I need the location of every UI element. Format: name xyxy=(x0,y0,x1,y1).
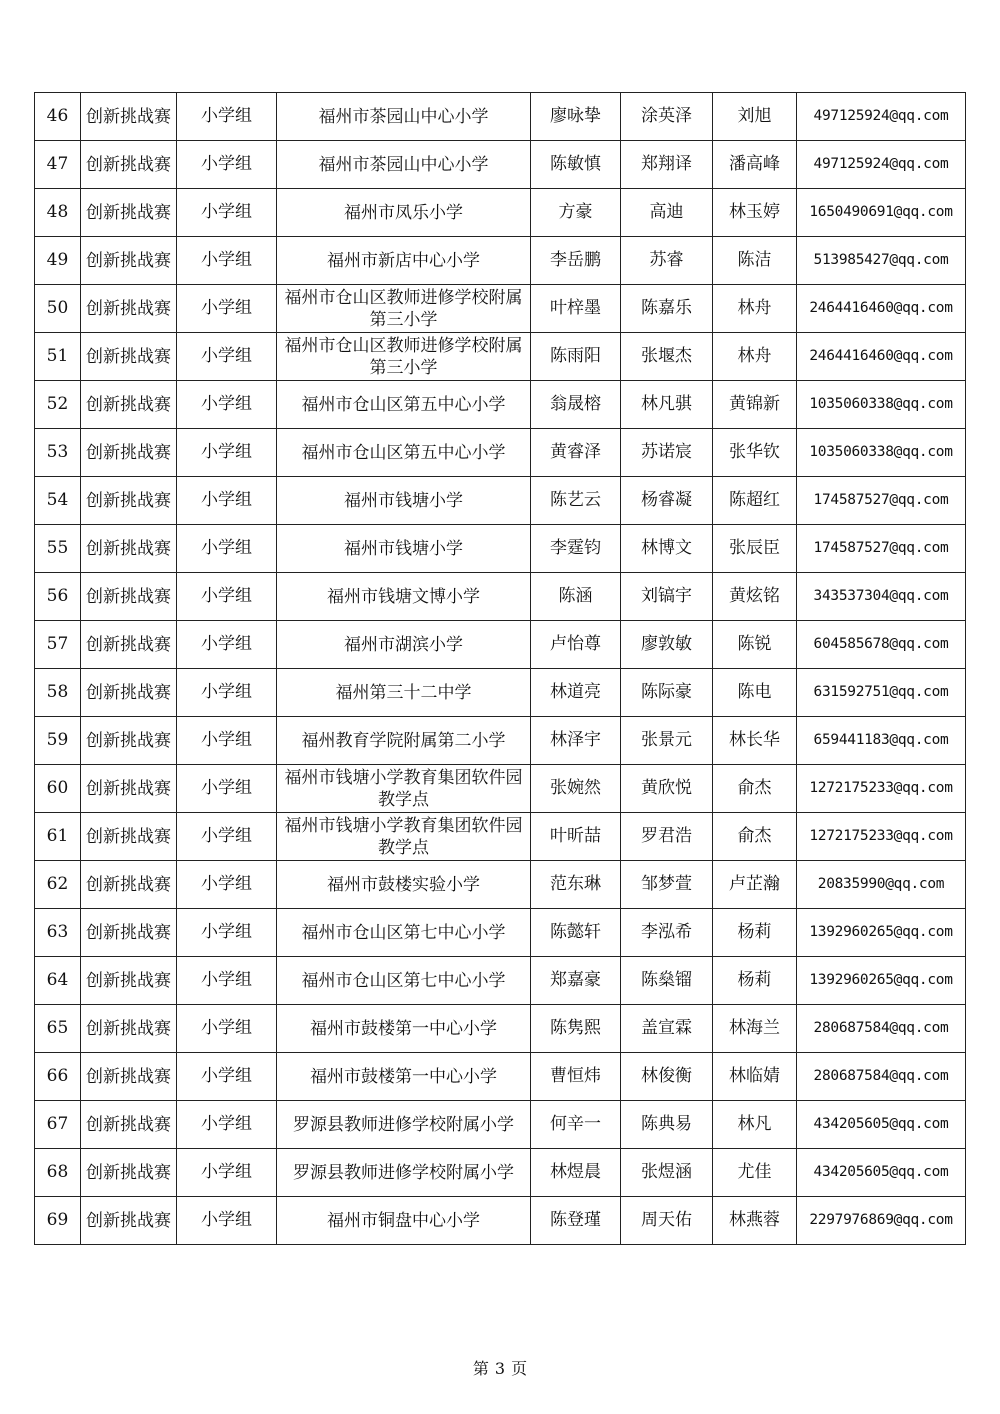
teacher-name: 张辰臣 xyxy=(713,525,797,573)
teacher-name: 林舟 xyxy=(713,333,797,381)
contact-email: 280687584@qq.com xyxy=(797,1005,966,1053)
group-name: 小学组 xyxy=(177,1197,277,1245)
teacher-name: 潘高峰 xyxy=(713,141,797,189)
contact-email: 659441183@qq.com xyxy=(797,717,966,765)
student-two: 林俊衡 xyxy=(621,1053,713,1101)
contact-email: 604585678@qq.com xyxy=(797,621,966,669)
student-two: 邹梦萱 xyxy=(621,861,713,909)
group-name: 小学组 xyxy=(177,861,277,909)
student-two: 陈典易 xyxy=(621,1101,713,1149)
table-row xyxy=(35,189,966,237)
group-name: 小学组 xyxy=(177,909,277,957)
student-one: 陈隽熙 xyxy=(531,1005,621,1053)
row-number: 54 xyxy=(35,477,81,525)
school-name: 罗源县教师进修学校附属小学 xyxy=(277,1101,531,1149)
table-row xyxy=(35,429,966,477)
student-two: 刘镐宇 xyxy=(621,573,713,621)
school-name: 福州市钱塘文博小学 xyxy=(277,573,531,621)
contact-email: 174587527@qq.com xyxy=(797,477,966,525)
teacher-name: 刘旭 xyxy=(713,93,797,141)
row-number: 57 xyxy=(35,621,81,669)
row-number: 60 xyxy=(35,765,81,813)
event-name: 创新挑战赛 xyxy=(81,669,177,717)
school-name: 福州市茶园山中心小学 xyxy=(277,93,531,141)
student-one: 林煜晨 xyxy=(531,1149,621,1197)
student-one: 张婉然 xyxy=(531,765,621,813)
event-name: 创新挑战赛 xyxy=(81,813,177,861)
student-one: 陈登瑾 xyxy=(531,1197,621,1245)
group-name: 小学组 xyxy=(177,957,277,1005)
row-number: 46 xyxy=(35,93,81,141)
teacher-name: 林长华 xyxy=(713,717,797,765)
student-two: 苏睿 xyxy=(621,237,713,285)
student-one: 林道亮 xyxy=(531,669,621,717)
contact-email: 497125924@qq.com xyxy=(797,93,966,141)
student-two: 廖敦敏 xyxy=(621,621,713,669)
event-name: 创新挑战赛 xyxy=(81,1053,177,1101)
page-footer-prefix: 第 xyxy=(472,1359,489,1378)
event-name: 创新挑战赛 xyxy=(81,237,177,285)
student-two: 苏诺宸 xyxy=(621,429,713,477)
student-two: 郑翔译 xyxy=(621,141,713,189)
row-number: 49 xyxy=(35,237,81,285)
teacher-name: 杨莉 xyxy=(713,909,797,957)
row-number: 50 xyxy=(35,285,81,333)
school-name: 福州市钱塘小学 xyxy=(277,525,531,573)
event-name: 创新挑战赛 xyxy=(81,189,177,237)
participant-table xyxy=(34,92,966,1245)
teacher-name: 陈洁 xyxy=(713,237,797,285)
group-name: 小学组 xyxy=(177,285,277,333)
contact-email: 2297976869@qq.com xyxy=(797,1197,966,1245)
event-name: 创新挑战赛 xyxy=(81,861,177,909)
group-name: 小学组 xyxy=(177,429,277,477)
row-number: 67 xyxy=(35,1101,81,1149)
event-name: 创新挑战赛 xyxy=(81,1197,177,1245)
student-two: 林凡骐 xyxy=(621,381,713,429)
group-name: 小学组 xyxy=(177,1053,277,1101)
student-two: 张景元 xyxy=(621,717,713,765)
table-row xyxy=(35,333,966,381)
teacher-name: 杨莉 xyxy=(713,957,797,1005)
school-name: 福州市鼓楼第一中心小学 xyxy=(277,1005,531,1053)
group-name: 小学组 xyxy=(177,1005,277,1053)
event-name: 创新挑战赛 xyxy=(81,717,177,765)
teacher-name: 林临婧 xyxy=(713,1053,797,1101)
group-name: 小学组 xyxy=(177,669,277,717)
row-number: 69 xyxy=(35,1197,81,1245)
row-number: 59 xyxy=(35,717,81,765)
student-one: 陈涵 xyxy=(531,573,621,621)
student-two: 涂英泽 xyxy=(621,93,713,141)
table-row xyxy=(35,381,966,429)
contact-email: 434205605@qq.com xyxy=(797,1101,966,1149)
contact-email: 174587527@qq.com xyxy=(797,525,966,573)
group-name: 小学组 xyxy=(177,717,277,765)
row-number: 52 xyxy=(35,381,81,429)
group-name: 小学组 xyxy=(177,381,277,429)
table-row xyxy=(35,573,966,621)
table-row xyxy=(35,93,966,141)
teacher-name: 尤佳 xyxy=(713,1149,797,1197)
student-one: 陈敏慎 xyxy=(531,141,621,189)
teacher-name: 卢芷瀚 xyxy=(713,861,797,909)
contact-email: 1035060338@qq.com xyxy=(797,429,966,477)
student-one: 黄睿泽 xyxy=(531,429,621,477)
teacher-name: 林海兰 xyxy=(713,1005,797,1053)
table-row xyxy=(35,621,966,669)
table-row xyxy=(35,1053,966,1101)
student-two: 盖宣霖 xyxy=(621,1005,713,1053)
contact-email: 1272175233@qq.com xyxy=(797,813,966,861)
student-two: 张煜涵 xyxy=(621,1149,713,1197)
school-name: 福州市仓山区第五中心小学 xyxy=(277,381,531,429)
student-one: 曹恒炜 xyxy=(531,1053,621,1101)
group-name: 小学组 xyxy=(177,765,277,813)
contact-email: 513985427@qq.com xyxy=(797,237,966,285)
student-two: 陈际豪 xyxy=(621,669,713,717)
teacher-name: 张华钦 xyxy=(713,429,797,477)
event-name: 创新挑战赛 xyxy=(81,957,177,1005)
group-name: 小学组 xyxy=(177,621,277,669)
school-name: 福州教育学院附属第二小学 xyxy=(277,717,531,765)
group-name: 小学组 xyxy=(177,141,277,189)
student-one: 陈雨阳 xyxy=(531,333,621,381)
school-name: 福州市铜盘中心小学 xyxy=(277,1197,531,1245)
contact-email: 631592751@qq.com xyxy=(797,669,966,717)
contact-email: 280687584@qq.com xyxy=(797,1053,966,1101)
page-footer xyxy=(0,1356,1000,1379)
teacher-name: 俞杰 xyxy=(713,813,797,861)
school-name: 福州市湖滨小学 xyxy=(277,621,531,669)
row-number: 55 xyxy=(35,525,81,573)
group-name: 小学组 xyxy=(177,93,277,141)
school-name: 福州第三十二中学 xyxy=(277,669,531,717)
event-name: 创新挑战赛 xyxy=(81,1005,177,1053)
row-number: 66 xyxy=(35,1053,81,1101)
row-number: 47 xyxy=(35,141,81,189)
row-number: 63 xyxy=(35,909,81,957)
event-name: 创新挑战赛 xyxy=(81,477,177,525)
group-name: 小学组 xyxy=(177,1149,277,1197)
student-one: 李霆钧 xyxy=(531,525,621,573)
student-one: 翁晟榕 xyxy=(531,381,621,429)
row-number: 64 xyxy=(35,957,81,1005)
student-two: 杨睿凝 xyxy=(621,477,713,525)
student-one: 叶梓墨 xyxy=(531,285,621,333)
contact-email: 434205605@qq.com xyxy=(797,1149,966,1197)
group-name: 小学组 xyxy=(177,189,277,237)
table-row xyxy=(35,285,966,333)
school-name: 福州市仓山区教师进修学校附属第三小学 xyxy=(277,333,531,381)
student-one: 廖咏挚 xyxy=(531,93,621,141)
school-name: 福州市新店中心小学 xyxy=(277,237,531,285)
contact-email: 1272175233@qq.com xyxy=(797,765,966,813)
contact-email: 1392960265@qq.com xyxy=(797,909,966,957)
student-one: 范东琳 xyxy=(531,861,621,909)
contact-email: 1035060338@qq.com xyxy=(797,381,966,429)
student-one: 林泽宇 xyxy=(531,717,621,765)
event-name: 创新挑战赛 xyxy=(81,909,177,957)
school-name: 福州市仓山区教师进修学校附属第三小学 xyxy=(277,285,531,333)
event-name: 创新挑战赛 xyxy=(81,333,177,381)
group-name: 小学组 xyxy=(177,333,277,381)
contact-email: 1392960265@qq.com xyxy=(797,957,966,1005)
row-number: 62 xyxy=(35,861,81,909)
group-name: 小学组 xyxy=(177,477,277,525)
school-name: 福州市茶园山中心小学 xyxy=(277,141,531,189)
table-row xyxy=(35,957,966,1005)
participant-table-body xyxy=(35,93,966,1245)
row-number: 53 xyxy=(35,429,81,477)
teacher-name: 陈电 xyxy=(713,669,797,717)
event-name: 创新挑战赛 xyxy=(81,1149,177,1197)
student-two: 高迪 xyxy=(621,189,713,237)
row-number: 68 xyxy=(35,1149,81,1197)
page-footer-suffix: 页 xyxy=(511,1359,528,1378)
student-two: 张堰杰 xyxy=(621,333,713,381)
event-name: 创新挑战赛 xyxy=(81,93,177,141)
teacher-name: 黄炫铭 xyxy=(713,573,797,621)
row-number: 61 xyxy=(35,813,81,861)
table-row xyxy=(35,1149,966,1197)
table-row xyxy=(35,1005,966,1053)
teacher-name: 林舟 xyxy=(713,285,797,333)
event-name: 创新挑战赛 xyxy=(81,141,177,189)
school-name: 福州市鼓楼第一中心小学 xyxy=(277,1053,531,1101)
school-name: 罗源县教师进修学校附属小学 xyxy=(277,1149,531,1197)
school-name: 福州市鼓楼实验小学 xyxy=(277,861,531,909)
event-name: 创新挑战赛 xyxy=(81,285,177,333)
school-name: 福州市仓山区第七中心小学 xyxy=(277,909,531,957)
student-two: 黄欣悦 xyxy=(621,765,713,813)
row-number: 58 xyxy=(35,669,81,717)
event-name: 创新挑战赛 xyxy=(81,1101,177,1149)
group-name: 小学组 xyxy=(177,1101,277,1149)
group-name: 小学组 xyxy=(177,525,277,573)
school-name: 福州市凤乐小学 xyxy=(277,189,531,237)
page-number: 3 xyxy=(494,1359,506,1378)
table-row xyxy=(35,1101,966,1149)
group-name: 小学组 xyxy=(177,813,277,861)
student-one: 叶昕喆 xyxy=(531,813,621,861)
school-name: 福州市钱塘小学教育集团软件园教学点 xyxy=(277,813,531,861)
table-row xyxy=(35,813,966,861)
event-name: 创新挑战赛 xyxy=(81,573,177,621)
table-row xyxy=(35,861,966,909)
school-name: 福州市钱塘小学教育集团软件园教学点 xyxy=(277,765,531,813)
teacher-name: 林燕蓉 xyxy=(713,1197,797,1245)
event-name: 创新挑战赛 xyxy=(81,525,177,573)
table-row xyxy=(35,141,966,189)
row-number: 48 xyxy=(35,189,81,237)
contact-email: 2464416460@qq.com xyxy=(797,285,966,333)
school-name: 福州市钱塘小学 xyxy=(277,477,531,525)
contact-email: 2464416460@qq.com xyxy=(797,333,966,381)
row-number: 56 xyxy=(35,573,81,621)
event-name: 创新挑战赛 xyxy=(81,765,177,813)
student-one: 陈懿轩 xyxy=(531,909,621,957)
student-one: 陈艺云 xyxy=(531,477,621,525)
group-name: 小学组 xyxy=(177,573,277,621)
contact-email: 343537304@qq.com xyxy=(797,573,966,621)
student-two: 陈燊镏 xyxy=(621,957,713,1005)
student-two: 李泓希 xyxy=(621,909,713,957)
table-row xyxy=(35,717,966,765)
teacher-name: 陈锐 xyxy=(713,621,797,669)
table-row xyxy=(35,477,966,525)
school-name: 福州市仓山区第五中心小学 xyxy=(277,429,531,477)
student-two: 周天佑 xyxy=(621,1197,713,1245)
teacher-name: 林玉婷 xyxy=(713,189,797,237)
student-two: 林博文 xyxy=(621,525,713,573)
contact-email: 497125924@qq.com xyxy=(797,141,966,189)
contact-email: 20835990@qq.com xyxy=(797,861,966,909)
table-row xyxy=(35,1197,966,1245)
table-row xyxy=(35,765,966,813)
student-one: 卢怡尊 xyxy=(531,621,621,669)
student-one: 何辛一 xyxy=(531,1101,621,1149)
table-row xyxy=(35,669,966,717)
student-two: 罗君浩 xyxy=(621,813,713,861)
event-name: 创新挑战赛 xyxy=(81,621,177,669)
student-one: 方豪 xyxy=(531,189,621,237)
teacher-name: 黄锦新 xyxy=(713,381,797,429)
table-row xyxy=(35,237,966,285)
student-one: 李岳鹏 xyxy=(531,237,621,285)
table-row xyxy=(35,525,966,573)
student-two: 陈嘉乐 xyxy=(621,285,713,333)
group-name: 小学组 xyxy=(177,237,277,285)
event-name: 创新挑战赛 xyxy=(81,429,177,477)
teacher-name: 林凡 xyxy=(713,1101,797,1149)
student-one: 郑嘉豪 xyxy=(531,957,621,1005)
teacher-name: 陈超红 xyxy=(713,477,797,525)
contact-email: 1650490691@qq.com xyxy=(797,189,966,237)
row-number: 65 xyxy=(35,1005,81,1053)
teacher-name: 俞杰 xyxy=(713,765,797,813)
event-name: 创新挑战赛 xyxy=(81,381,177,429)
table-row xyxy=(35,909,966,957)
row-number: 51 xyxy=(35,333,81,381)
school-name: 福州市仓山区第七中心小学 xyxy=(277,957,531,1005)
